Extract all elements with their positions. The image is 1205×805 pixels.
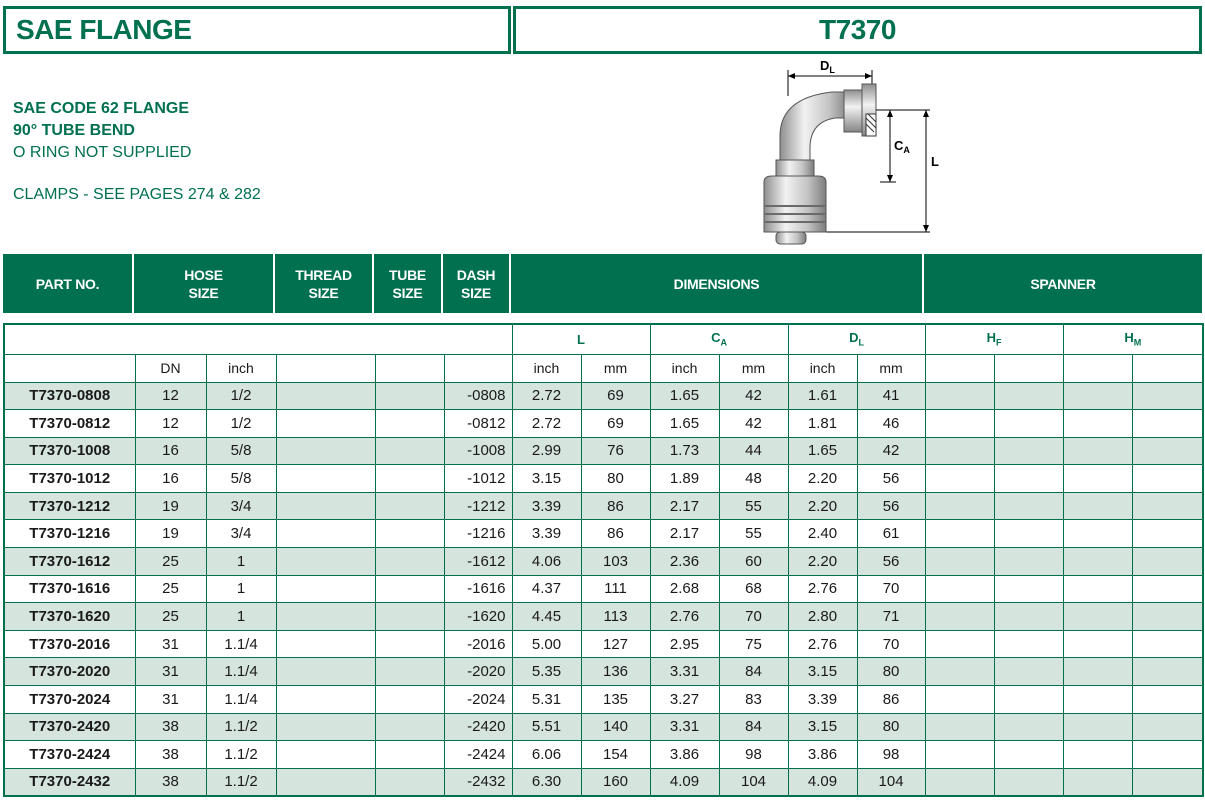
table-cell: 3.86	[650, 741, 719, 769]
category-title-box	[3, 6, 511, 54]
table-cell: 1.1/2	[206, 713, 276, 741]
empty-cell	[925, 520, 994, 548]
table-cell: 6.06	[512, 741, 581, 769]
table-cell: 2.17	[650, 492, 719, 520]
table-cell: 2.68	[650, 575, 719, 603]
col-spanner: SPANNER	[1030, 275, 1096, 292]
ca-label: $C_A$	[894, 138, 910, 155]
empty-cell	[276, 630, 375, 658]
table-cell: 42	[857, 437, 925, 465]
table-cell: 42	[719, 382, 788, 410]
table-cell: -1012	[444, 465, 512, 493]
table-cell: 5/8	[206, 465, 276, 493]
table-cell: -1216	[444, 520, 512, 548]
table-cell: -2420	[444, 713, 512, 741]
table-cell: 60	[719, 548, 788, 576]
table-cell: 31	[135, 686, 206, 714]
table-cell: 140	[581, 713, 650, 741]
table-cell: 55	[719, 520, 788, 548]
subheader-row-2	[4, 354, 1203, 382]
sub-hm: $H_M$	[1063, 324, 1203, 354]
empty-cell	[1132, 437, 1203, 465]
table-cell: 2.76	[788, 630, 857, 658]
table-cell: -1612	[444, 548, 512, 576]
table-cell: 1.65	[650, 410, 719, 438]
empty-cell	[375, 548, 444, 576]
empty-cell	[1132, 465, 1203, 493]
desc-line-oring: O RING NOT SUPPLIED	[13, 144, 192, 161]
l-label: L	[931, 154, 939, 169]
table-cell: 56	[857, 465, 925, 493]
table-cell: 48	[719, 465, 788, 493]
table-row	[4, 658, 1203, 686]
sub-ca: $C_A$	[650, 324, 788, 354]
empty-cell	[994, 520, 1063, 548]
empty-cell	[276, 658, 375, 686]
table-cell: -1008	[444, 437, 512, 465]
table-cell: -0808	[444, 382, 512, 410]
table-row	[4, 630, 1203, 658]
table-cell: 2.36	[650, 548, 719, 576]
empty-cell	[925, 548, 994, 576]
table-row	[4, 575, 1203, 603]
empty-cell	[925, 686, 994, 714]
table-cell: -2424	[444, 741, 512, 769]
part-number-cell: T7370-1216	[4, 520, 135, 548]
empty-cell	[994, 603, 1063, 631]
table-cell: 5.31	[512, 686, 581, 714]
table-cell: 1	[206, 548, 276, 576]
empty-cell	[1132, 575, 1203, 603]
empty-cell	[925, 465, 994, 493]
empty-cell	[1132, 686, 1203, 714]
empty-cell	[276, 686, 375, 714]
sub-dl-mm: mm	[857, 354, 925, 382]
sub-hose-inch: inch	[206, 354, 276, 382]
empty-cell	[1132, 382, 1203, 410]
table-cell: 3.31	[650, 713, 719, 741]
empty-cell	[994, 492, 1063, 520]
table-cell: 38	[135, 713, 206, 741]
sub-l: L	[512, 324, 650, 354]
subheader-row-1	[4, 324, 1203, 354]
table-header-band	[3, 254, 1202, 313]
empty-cell	[925, 382, 994, 410]
table-cell: 61	[857, 520, 925, 548]
table-cell: 2.20	[788, 548, 857, 576]
table-cell: 70	[719, 603, 788, 631]
table-cell: 111	[581, 575, 650, 603]
table-cell: 154	[581, 741, 650, 769]
fitting-drawing	[740, 56, 960, 248]
table-row	[4, 768, 1203, 796]
empty-cell	[1063, 575, 1132, 603]
table-cell: 1/2	[206, 382, 276, 410]
table-cell: -2024	[444, 686, 512, 714]
table-cell: 1	[206, 603, 276, 631]
table-cell: 136	[581, 658, 650, 686]
table-cell: 12	[135, 382, 206, 410]
table-cell: 70	[857, 575, 925, 603]
empty-cell	[1132, 492, 1203, 520]
table-cell: 113	[581, 603, 650, 631]
empty-cell	[1132, 741, 1203, 769]
empty-cell	[375, 437, 444, 465]
table-cell: 31	[135, 630, 206, 658]
table-cell: -1620	[444, 603, 512, 631]
table-cell: 38	[135, 741, 206, 769]
empty-cell	[276, 548, 375, 576]
table-cell: 25	[135, 575, 206, 603]
table-cell: 3/4	[206, 492, 276, 520]
table-cell: 3.15	[788, 658, 857, 686]
empty-cell	[276, 713, 375, 741]
table-cell: 19	[135, 492, 206, 520]
col-dash-size: DASH SIZE	[443, 254, 511, 313]
table-row	[4, 465, 1203, 493]
empty-cell	[1063, 410, 1132, 438]
table-row	[4, 382, 1203, 410]
table-cell: 2.17	[650, 520, 719, 548]
empty-cell	[994, 382, 1063, 410]
table-cell: 80	[857, 713, 925, 741]
table-cell: 4.45	[512, 603, 581, 631]
empty-cell	[1063, 741, 1132, 769]
table-row	[4, 741, 1203, 769]
empty-cell	[1132, 410, 1203, 438]
empty-cell	[1063, 768, 1132, 796]
empty-cell	[375, 465, 444, 493]
table-cell: 2.72	[512, 382, 581, 410]
empty-cell	[1063, 686, 1132, 714]
sub-hf: $H_F$	[925, 324, 1063, 354]
table-cell: 80	[857, 658, 925, 686]
table-row	[4, 713, 1203, 741]
table-cell: -2432	[444, 768, 512, 796]
table-cell: 69	[581, 382, 650, 410]
empty-cell	[1132, 630, 1203, 658]
desc-line-clamps: CLAMPS - SEE PAGES 274 & 282	[13, 186, 261, 203]
table-cell: 42	[719, 410, 788, 438]
empty-cell	[925, 630, 994, 658]
table-cell: 5.35	[512, 658, 581, 686]
empty-cell	[375, 630, 444, 658]
empty-cell	[276, 603, 375, 631]
parts-table	[3, 323, 1204, 797]
table-cell: 2.72	[512, 410, 581, 438]
table-cell: 1.1/4	[206, 630, 276, 658]
empty-cell	[375, 492, 444, 520]
empty-cell	[375, 382, 444, 410]
table-cell: 71	[857, 603, 925, 631]
empty-cell	[925, 603, 994, 631]
table-cell: 1.89	[650, 465, 719, 493]
empty-cell	[1063, 548, 1132, 576]
table-cell: 1.1/4	[206, 686, 276, 714]
empty-cell	[1063, 492, 1132, 520]
table-cell: 3.15	[512, 465, 581, 493]
sub-l-mm: mm	[581, 354, 650, 382]
empty-cell	[276, 437, 375, 465]
empty-cell	[375, 658, 444, 686]
title-bar	[3, 6, 1202, 54]
table-cell: 1.61	[788, 382, 857, 410]
table-cell: 2.20	[788, 492, 857, 520]
empty-cell	[994, 410, 1063, 438]
empty-cell	[994, 548, 1063, 576]
empty-cell	[1063, 658, 1132, 686]
table-cell: 46	[857, 410, 925, 438]
table-cell: -2016	[444, 630, 512, 658]
table-cell: 135	[581, 686, 650, 714]
table-cell: 5/8	[206, 437, 276, 465]
table-cell: 4.37	[512, 575, 581, 603]
table-cell: 1	[206, 575, 276, 603]
product-code: T7370	[819, 14, 896, 45]
empty-cell	[375, 520, 444, 548]
empty-cell	[994, 768, 1063, 796]
table-row	[4, 686, 1203, 714]
part-number-cell: T7370-1212	[4, 492, 135, 520]
empty-cell	[925, 575, 994, 603]
table-cell: 1.1/2	[206, 768, 276, 796]
empty-cell	[276, 382, 375, 410]
table-cell: 55	[719, 492, 788, 520]
empty-cell	[375, 768, 444, 796]
empty-cell	[994, 713, 1063, 741]
empty-cell	[1063, 630, 1132, 658]
table-cell: 2.76	[788, 575, 857, 603]
table-cell: 83	[719, 686, 788, 714]
empty-cell	[375, 575, 444, 603]
desc-line-bend: 90° TUBE BEND	[13, 122, 135, 139]
empty-cell	[1132, 603, 1203, 631]
empty-cell	[994, 437, 1063, 465]
category-title: SAE FLANGE	[16, 14, 192, 45]
table-cell: 3.27	[650, 686, 719, 714]
table-cell: 98	[857, 741, 925, 769]
col-dimensions: DIMENSIONS	[511, 254, 924, 313]
sub-dl-inch: inch	[788, 354, 857, 382]
table-cell: 86	[581, 520, 650, 548]
part-number-cell: T7370-0808	[4, 382, 135, 410]
empty-cell	[994, 630, 1063, 658]
empty-cell	[1063, 520, 1132, 548]
empty-cell	[1132, 713, 1203, 741]
table-cell: 2.20	[788, 465, 857, 493]
table-row	[4, 548, 1203, 576]
table-cell: 68	[719, 575, 788, 603]
table-cell: 75	[719, 630, 788, 658]
table-cell: 3.39	[788, 686, 857, 714]
sub-l-inch: inch	[512, 354, 581, 382]
table-cell: 2.76	[650, 603, 719, 631]
empty-cell	[276, 520, 375, 548]
table-cell: 2.99	[512, 437, 581, 465]
table-cell: 104	[857, 768, 925, 796]
table-cell: 160	[581, 768, 650, 796]
table-cell: 104	[719, 768, 788, 796]
table-cell: 44	[719, 437, 788, 465]
table-cell: 4.09	[788, 768, 857, 796]
empty-cell	[276, 575, 375, 603]
product-code-box	[513, 6, 1202, 54]
table-cell: 84	[719, 713, 788, 741]
empty-cell	[1132, 768, 1203, 796]
col-tube-size: TUBE SIZE	[374, 254, 443, 313]
part-number-cell: T7370-2016	[4, 630, 135, 658]
part-number-cell: T7370-0812	[4, 410, 135, 438]
table-cell: 127	[581, 630, 650, 658]
empty-cell	[994, 686, 1063, 714]
empty-cell	[276, 492, 375, 520]
table-cell: 12	[135, 410, 206, 438]
product-description	[13, 98, 261, 206]
empty-cell	[375, 410, 444, 438]
table-cell: -0812	[444, 410, 512, 438]
table-cell: 25	[135, 603, 206, 631]
empty-cell	[276, 741, 375, 769]
part-number-cell: T7370-1012	[4, 465, 135, 493]
table-cell: 2.80	[788, 603, 857, 631]
table-cell: 56	[857, 548, 925, 576]
empty-cell	[375, 713, 444, 741]
table-cell: 4.09	[650, 768, 719, 796]
table-cell: 56	[857, 492, 925, 520]
part-number-cell: T7370-2432	[4, 768, 135, 796]
table-cell: 3.31	[650, 658, 719, 686]
table-cell: 1.1/4	[206, 658, 276, 686]
table-cell: 41	[857, 382, 925, 410]
dl-label: $D_L$	[820, 58, 835, 75]
table-cell: 2.40	[788, 520, 857, 548]
empty-cell	[375, 603, 444, 631]
empty-cell	[1132, 548, 1203, 576]
col-part-no: PART NO.	[3, 254, 134, 313]
empty-cell	[276, 410, 375, 438]
part-number-cell: T7370-1008	[4, 437, 135, 465]
table-cell: 19	[135, 520, 206, 548]
sub-dn: DN	[135, 354, 206, 382]
table-cell: 86	[857, 686, 925, 714]
empty-cell	[1063, 603, 1132, 631]
table-cell: 3.15	[788, 713, 857, 741]
table-cell: 76	[581, 437, 650, 465]
table-cell: 69	[581, 410, 650, 438]
empty-cell	[276, 768, 375, 796]
part-number-cell: T7370-1620	[4, 603, 135, 631]
table-row	[4, 410, 1203, 438]
desc-line-flange: SAE CODE 62 FLANGE	[13, 100, 190, 117]
sub-ca-inch: inch	[650, 354, 719, 382]
table-cell: 103	[581, 548, 650, 576]
empty-cell	[925, 437, 994, 465]
table-cell: 25	[135, 548, 206, 576]
empty-cell	[1132, 658, 1203, 686]
table-row	[4, 520, 1203, 548]
empty-cell	[994, 465, 1063, 493]
table-cell: 3/4	[206, 520, 276, 548]
table-cell: 3.86	[788, 741, 857, 769]
empty-cell	[925, 410, 994, 438]
table-cell: 5.51	[512, 713, 581, 741]
empty-cell	[925, 741, 994, 769]
table-cell: 31	[135, 658, 206, 686]
table-cell: 16	[135, 437, 206, 465]
part-number-cell: T7370-1612	[4, 548, 135, 576]
empty-cell	[925, 658, 994, 686]
table-cell: -1212	[444, 492, 512, 520]
sub-ca-mm: mm	[719, 354, 788, 382]
table-cell: 38	[135, 768, 206, 796]
empty-cell	[1132, 520, 1203, 548]
table-cell: 80	[581, 465, 650, 493]
table-cell: 86	[581, 492, 650, 520]
part-number-cell: T7370-1616	[4, 575, 135, 603]
table-cell: 98	[719, 741, 788, 769]
table-cell: -2020	[444, 658, 512, 686]
table-cell: 70	[857, 630, 925, 658]
table-cell: 2.95	[650, 630, 719, 658]
part-number-cell: T7370-2420	[4, 713, 135, 741]
table-cell: 1.73	[650, 437, 719, 465]
part-number-cell: T7370-2020	[4, 658, 135, 686]
empty-cell	[1063, 382, 1132, 410]
empty-cell	[1063, 437, 1132, 465]
empty-cell	[925, 768, 994, 796]
empty-cell	[1063, 465, 1132, 493]
col-thread-size: THREAD SIZE	[275, 254, 374, 313]
empty-cell	[375, 686, 444, 714]
empty-cell	[925, 713, 994, 741]
table-cell: 16	[135, 465, 206, 493]
table-cell: 1.1/2	[206, 741, 276, 769]
table-cell: 4.06	[512, 548, 581, 576]
empty-cell	[276, 465, 375, 493]
table-cell: 1.65	[788, 437, 857, 465]
empty-cell	[994, 658, 1063, 686]
table-row	[4, 492, 1203, 520]
table-cell: 1.81	[788, 410, 857, 438]
part-number-cell: T7370-2024	[4, 686, 135, 714]
table-cell: 1.65	[650, 382, 719, 410]
empty-cell	[1063, 713, 1132, 741]
sub-dl: $D_L$	[788, 324, 925, 354]
empty-cell	[375, 741, 444, 769]
empty-cell	[925, 492, 994, 520]
part-number-cell: T7370-2424	[4, 741, 135, 769]
table-cell: -1616	[444, 575, 512, 603]
table-cell: 6.30	[512, 768, 581, 796]
empty-cell	[994, 741, 1063, 769]
table-row	[4, 603, 1203, 631]
col-hose-size: HOSE SIZE	[134, 254, 275, 313]
table-cell: 3.39	[512, 520, 581, 548]
table-row	[4, 437, 1203, 465]
table-cell: 84	[719, 658, 788, 686]
empty-cell	[994, 575, 1063, 603]
table-cell: 5.00	[512, 630, 581, 658]
table-cell: 3.39	[512, 492, 581, 520]
table-cell: 1/2	[206, 410, 276, 438]
